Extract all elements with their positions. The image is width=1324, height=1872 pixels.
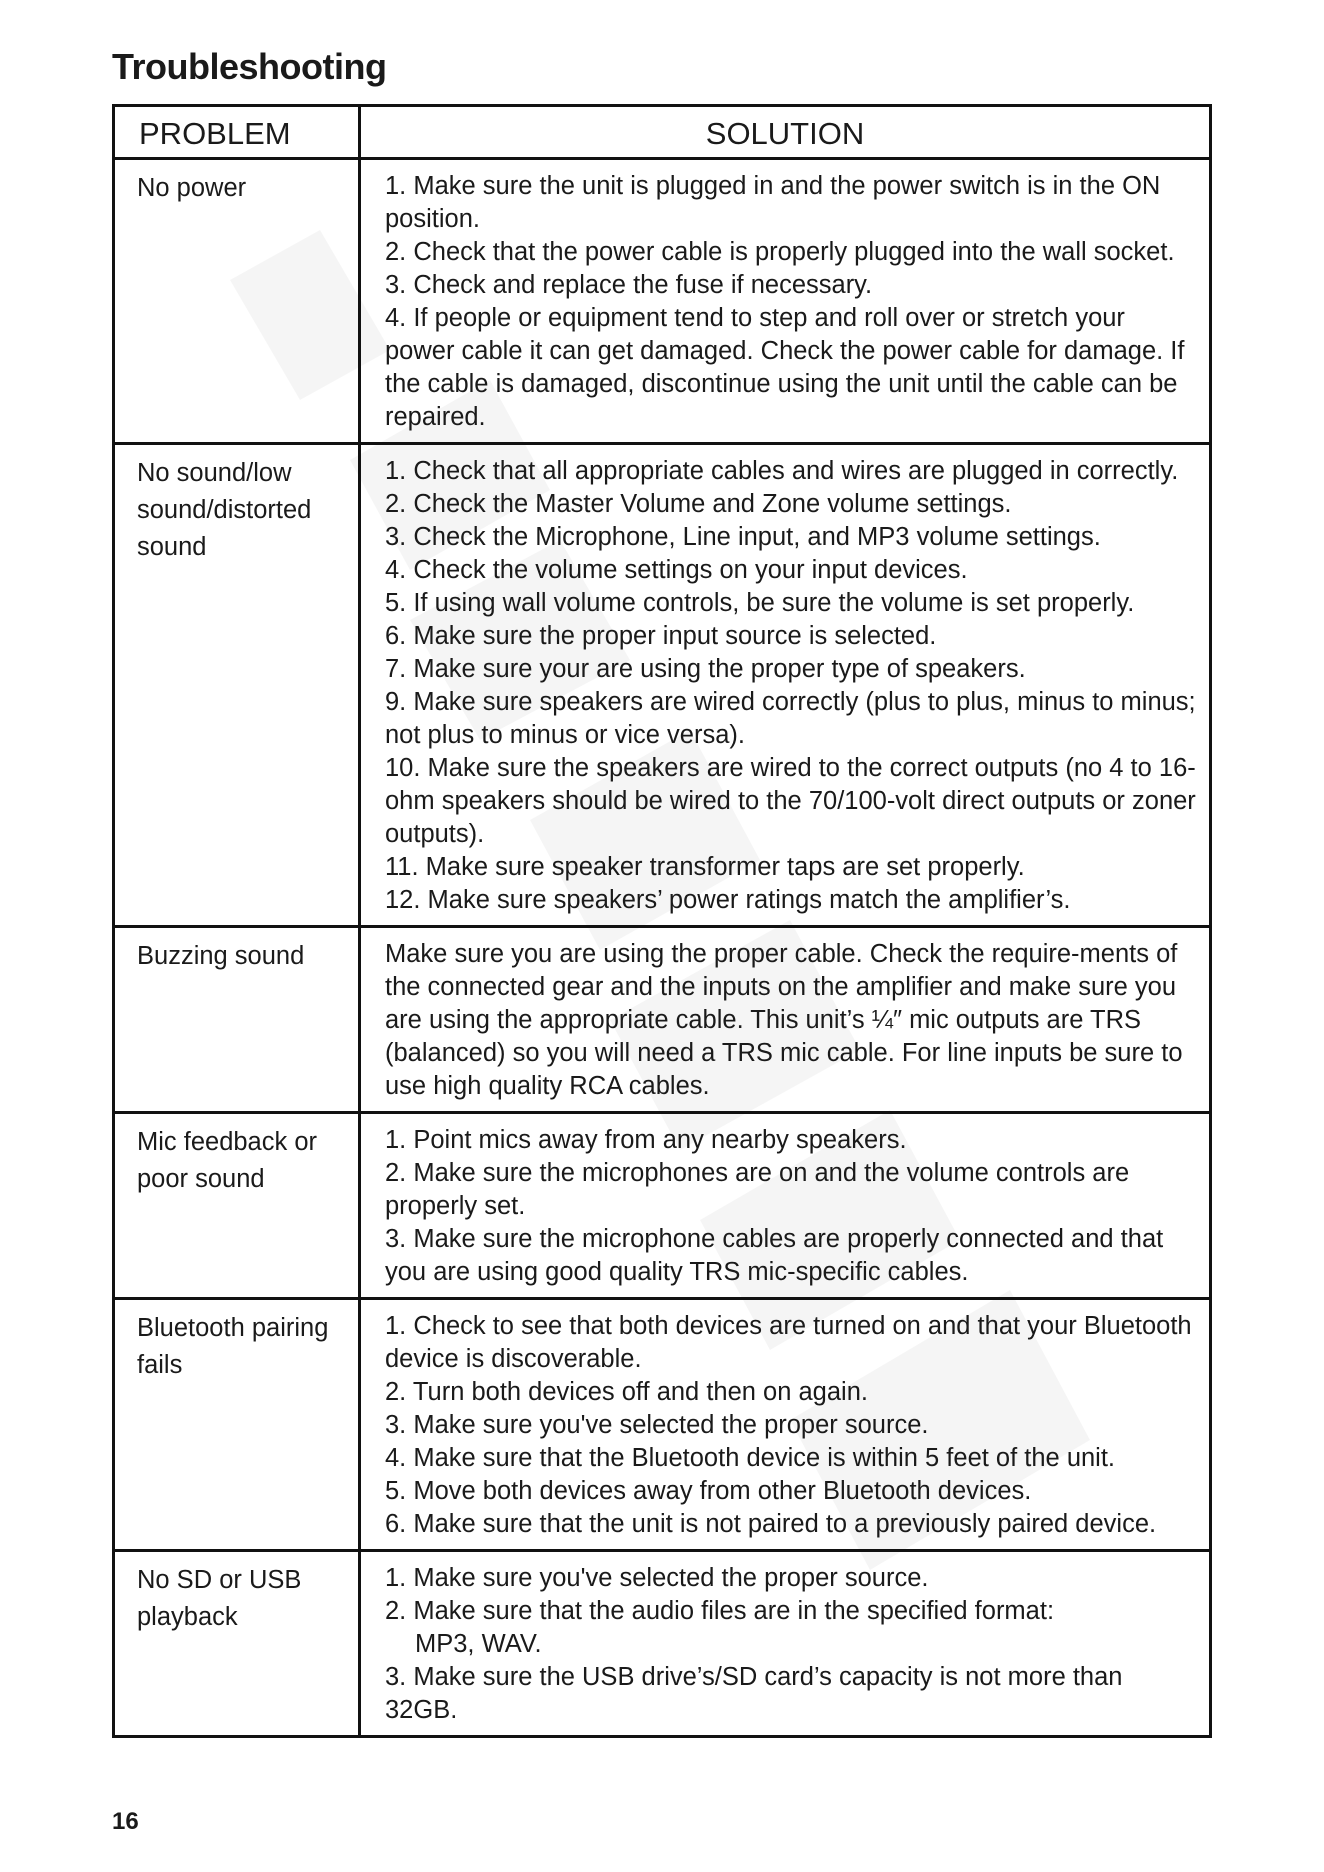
solution-step: 12. Make sure speakers’ power ratings match the amplifier’s. (385, 886, 1071, 914)
solution-step: 1. Make sure you've selected the proper source. (385, 1564, 929, 1592)
solution-column-header: SOLUTION (360, 106, 1211, 159)
solution-step: 7. Make sure your are using the proper type of speakers. (385, 655, 1026, 683)
solution-step: 4. Make sure that the Bluetooth device is within 5 feet of the unit. (385, 1444, 1116, 1472)
solution-step: 3. Check and replace the fuse if necessary. (385, 271, 873, 299)
solution-step: 11. Make sure speaker transformer taps are set properly. (385, 853, 1025, 881)
problem-cell: Buzzing sound (114, 927, 360, 1113)
solution-cell (360, 159, 1211, 444)
table-row (114, 1113, 1211, 1299)
solution-step: 5. Move both devices away from other Bluetooth devices. (385, 1477, 1032, 1505)
solution-step: 4. If people or equipment tend to step and roll over or stretch your power cable it can get damaged. Check the power cable for damage. If the cable is damaged, discontinue using the unit until the cable can be repaired. (385, 304, 1185, 431)
troubleshooting-table (112, 104, 1212, 1738)
problem-cell: No power (114, 159, 360, 444)
solution-step: 2. Check that the power cable is properly plugged into the wall socket. (385, 238, 1175, 266)
solution-step: 1. Check that all appropriate cables and wires are plugged in correctly. (385, 457, 1179, 485)
problem-cell: No sound/low sound/distorted sound (114, 444, 360, 927)
solution-step: Make sure you are using the proper cable. Check the require-ments of the connected gear and the inputs on the amplifier and make sure you are using the appropriate cable. This unit’s ¼″ mic outputs are TRS (balanced) so you will need a TRS mic cable. For line inputs be sure to use high quality RCA cables. (385, 940, 1183, 1100)
solution-step: 3. Make sure the USB drive’s/SD card’s capacity is not more than 32GB. (385, 1663, 1123, 1724)
problem-cell: Mic feedback or poor sound (114, 1113, 360, 1299)
solution-step: 3. Make sure you've selected the proper source. (385, 1411, 929, 1439)
problem-cell: No SD or USB playback (114, 1551, 360, 1737)
solution-step: 1. Check to see that both devices are turned on and that your Bluetooth device is discoverable. (385, 1312, 1192, 1373)
solution-step: 3. Make sure the microphone cables are properly connected and that you are using good quality TRS mic-specific cables. (385, 1225, 1164, 1286)
solution-step: 1. Make sure the unit is plugged in and the power switch is in the ON position. (385, 172, 1161, 233)
page-title: Troubleshooting (112, 46, 387, 87)
solution-cell (360, 927, 1211, 1113)
solution-step: 6. Make sure that the unit is not paired to a previously paired device. (385, 1510, 1157, 1538)
page-number: 16 (112, 1808, 139, 1835)
solution-step: 2. Make sure the microphones are on and the volume controls are properly set. (385, 1159, 1130, 1220)
solution-step: 9. Make sure speakers are wired correctly (plus to plus, minus to minus; not plus to minus or vice versa). (385, 688, 1196, 749)
table-row (114, 159, 1211, 444)
problem-column-header: PROBLEM (114, 106, 360, 159)
solution-step: MP3, WAV. (415, 1630, 542, 1658)
solution-cell (360, 1551, 1211, 1737)
solution-step: 2. Turn both devices off and then on again. (385, 1378, 868, 1406)
table-row (114, 1299, 1211, 1551)
solution-step: 2. Make sure that the audio files are in the specified format: (385, 1597, 1055, 1625)
solution-step: 10. Make sure the speakers are wired to the correct outputs (no 4 to 16-ohm speakers should be wired to the 70/100-volt direct outputs or zoner outputs). (385, 754, 1196, 848)
solution-step: 6. Make sure the proper input source is selected. (385, 622, 937, 650)
solution-step: 3. Check the Microphone, Line input, and MP3 volume settings. (385, 523, 1101, 551)
table-row (114, 1551, 1211, 1737)
table-header-row (114, 106, 1211, 159)
solution-step: 5. If using wall volume controls, be sure the volume is set properly. (385, 589, 1135, 617)
solution-cell (360, 1113, 1211, 1299)
solution-step: 4. Check the volume settings on your input devices. (385, 556, 968, 584)
problem-cell: Bluetooth pairing fails (114, 1299, 360, 1551)
solution-cell (360, 444, 1211, 927)
solution-step: 2. Check the Master Volume and Zone volume settings. (385, 490, 1012, 518)
table-row (114, 927, 1211, 1113)
solution-step: 1. Point mics away from any nearby speakers. (385, 1126, 907, 1154)
table-row (114, 444, 1211, 927)
solution-cell (360, 1299, 1211, 1551)
